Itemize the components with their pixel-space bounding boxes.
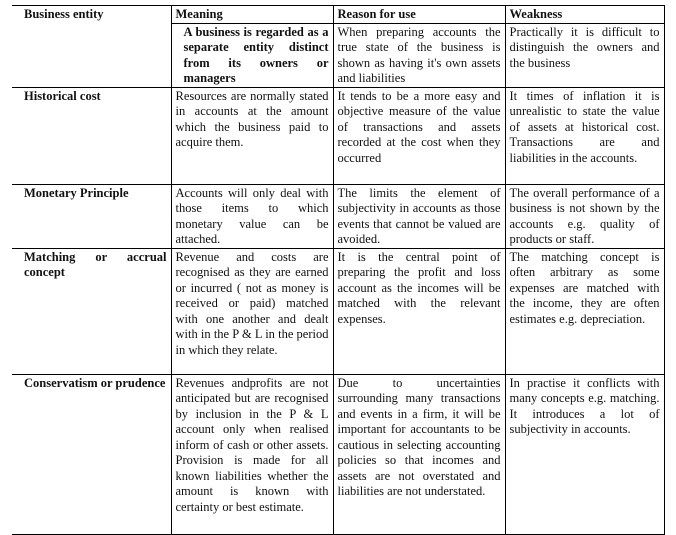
header-meaning: Meaning [171,6,333,24]
table-row [12,374,664,534]
meaning-cell: Accounts will only deal with those items to which monetary value can be attached. [171,184,333,248]
meaning-cell: Resources are normally stated in accounts at the amount which the business paid to acquire them. [171,87,333,184]
concept-cell: Conservatism or prudence [12,374,171,534]
meaning-cell: A business is regarded as a separate entity distinct from its owners or managers [171,23,333,87]
reason-cell: It is the central point of preparing the profit and loss account as the incomes will be matched with the relevant expenses. [333,248,505,374]
concept-cell: Business entity [12,6,171,88]
weakness-cell: Practically it is difficult to distinguish the owners and the business [505,23,664,87]
weakness-cell: In practise it conflicts with many concepts e.g. matching. It introduces a lot of subjectivity in accounts. [505,374,664,534]
meaning-cell: Revenues andprofits are not anticipated but are recognised by inclusion in the P & L account only when realised inform of cash or other assets. Provision is made for all known liabilities whether the amount is known with certainty or best estimate. [171,374,333,534]
concept-cell: Historical cost [12,87,171,184]
meaning-cell: Revenue and costs are recognised as they are earned or incurred ( not as money is received or paid) matched with one another and dealt with in the P & L in the period in which they relate. [171,248,333,374]
weakness-cell: The overall performance of a business is not shown by the accounts e.g. quality of products or staff. [505,184,664,248]
weakness-cell: The matching concept is often arbitrary as some expenses are matched with the income, they are often estimates e.g. depreciation. [505,248,664,374]
table-row [12,87,664,184]
table-row [12,184,664,248]
weakness-cell: It times of inflation it is unrealistic to state the value of assets at historical cost. Transactions are and liabilities in the accounts. [505,87,664,184]
reason-cell: Due to uncertainties surrounding many transactions and events in a firm, it will be important for accountants to be cautious in selecting accounting policies so that incomes and assets are not overstated and liabilities are not understated. [333,374,505,534]
concept-cell: Monetary Principle [12,184,171,248]
header-reason: Reason for use [333,6,505,24]
reason-cell: The limits the element of subjectivity in accounts as those events that cannot be valued are avoided. [333,184,505,248]
header-weakness: Weakness [505,6,664,24]
accounting-concepts-table [12,5,665,535]
reason-cell: When preparing accounts the true state of the business is shown as having it's own assets and liabilities [333,23,505,87]
table-header-row [12,6,664,24]
table-row [12,248,664,374]
concept-cell: Matching or accrual concept [12,248,171,374]
reason-cell: It tends to be a more easy and objective measure of the value of transactions and assets recorded at the cost when they occurred [333,87,505,184]
